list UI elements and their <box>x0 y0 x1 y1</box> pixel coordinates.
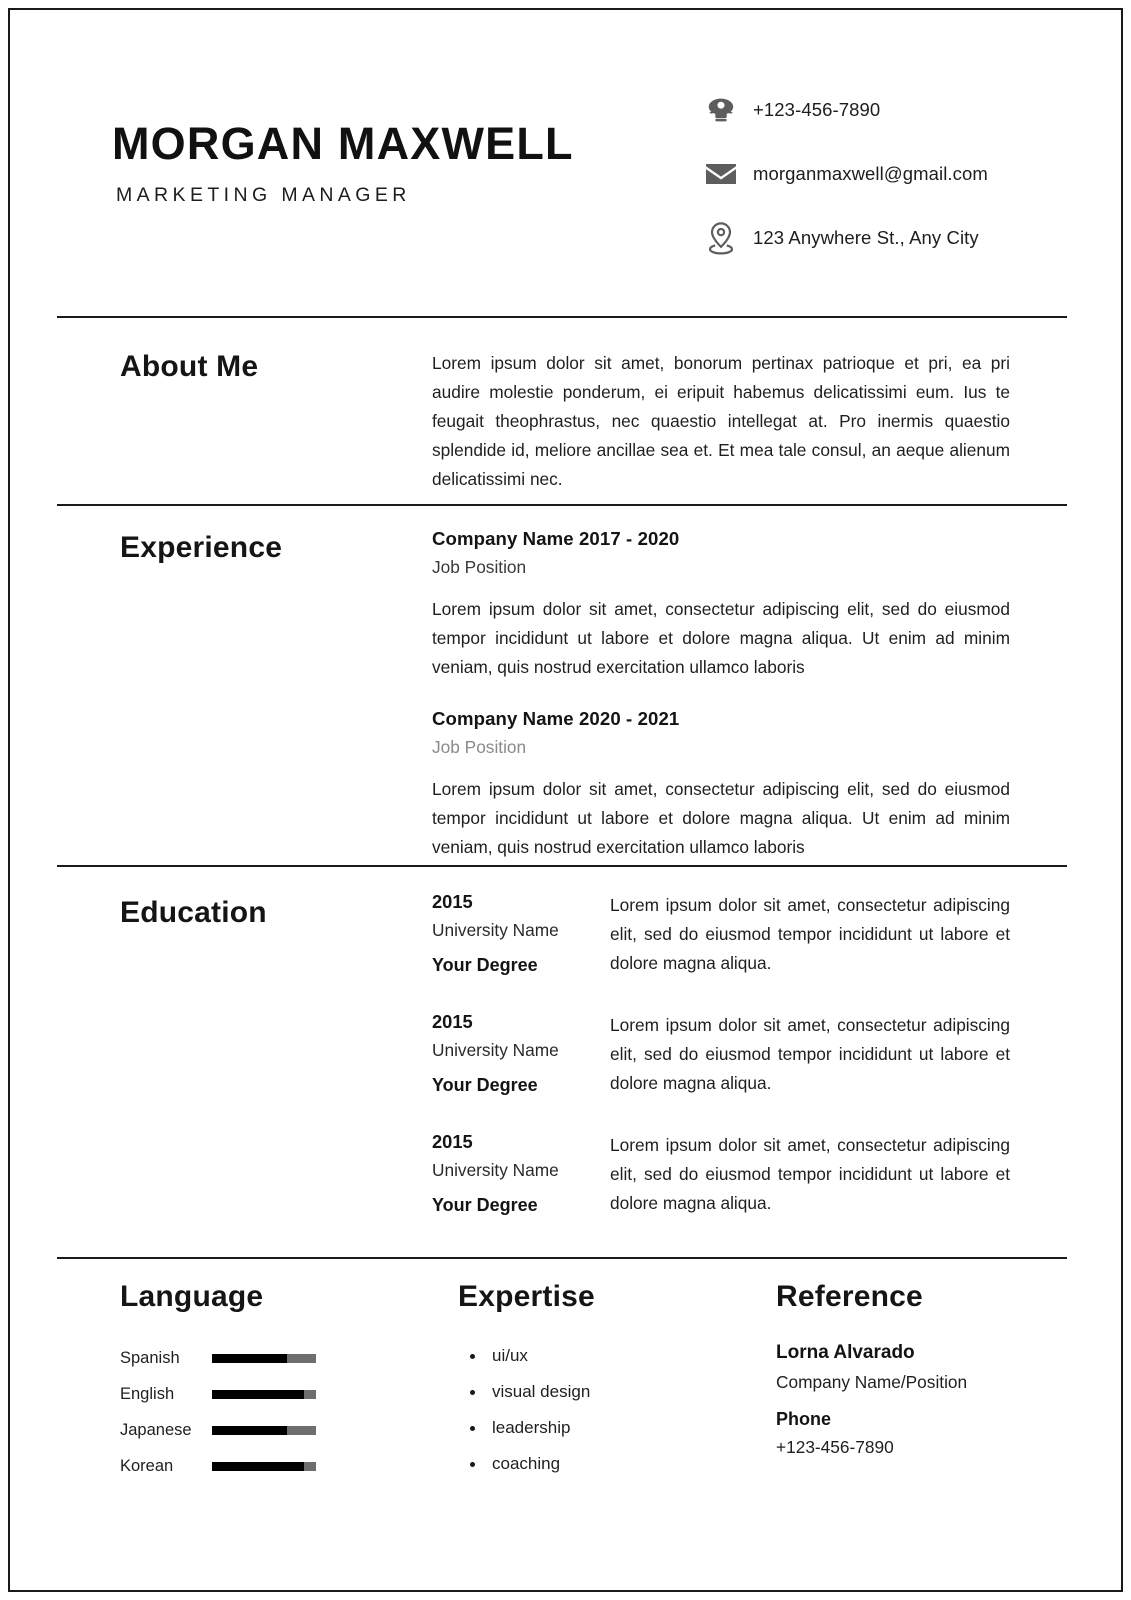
reference-block <box>776 1342 1076 1458</box>
resume-header <box>10 10 1121 300</box>
expertise-list <box>470 1338 750 1482</box>
education-year: 2015 <box>432 1011 473 1032</box>
contact-value-email[interactable]: morganmaxwell@gmail.com <box>753 163 988 184</box>
expertise-item <box>470 1446 750 1482</box>
divider-education <box>57 865 1067 867</box>
language-level-bar <box>212 1426 316 1435</box>
reference-name: Lorna Alvarado <box>776 1342 915 1363</box>
language-row <box>120 1340 410 1376</box>
divider-experience <box>57 504 1067 506</box>
experience-position: Job Position <box>432 737 527 757</box>
language-name: Korean <box>120 1456 174 1475</box>
language-row <box>120 1376 410 1412</box>
language-name: Japanese <box>120 1420 192 1439</box>
envelope-icon <box>700 157 742 191</box>
bullet-icon <box>470 1426 492 1431</box>
experience-list <box>432 528 1010 888</box>
language-row <box>120 1412 410 1448</box>
education-list <box>432 891 1010 1251</box>
language-level-bar <box>212 1462 316 1471</box>
section-heading-education: Education <box>120 896 267 929</box>
about-text: Lorem ipsum dolor sit amet, bonorum pertinax patrioque et pri, ea pri audire molestie ponderum, ei eripuit habemus delicatissimi eum. Ius te feugait theophrastus, nec quaestio intellegat at. Pro inermis quaestio splendide id, meliore ancillae sea et. Et mea tale consul, an aeque alienum delicatissimi nec. <box>432 353 1010 489</box>
experience-position: Job Position <box>432 557 527 577</box>
reference-phone[interactable]: +123-456-7890 <box>776 1437 894 1457</box>
contact-row-phone <box>700 78 1100 142</box>
education-degree: Your Degree <box>432 1195 538 1215</box>
education-degree: Your Degree <box>432 955 538 975</box>
education-item-meta <box>432 1131 610 1218</box>
job-title-subtitle: MARKETING MANAGER <box>116 184 411 206</box>
experience-description: Lorem ipsum dolor sit amet, consectetur adipiscing elit, sed do eiusmod tempor incididunt ut labore et dolore magna aliqua. Ut enim ad minim veniam, quis nostrud exercitation ullamco laboris <box>432 779 1010 857</box>
education-item-meta <box>432 1011 610 1098</box>
education-item-meta <box>432 891 610 978</box>
education-description: Lorem ipsum dolor sit amet, consectetur adipiscing elit, sed do eiusmod tempor incididunt ut labore et dolore magna aliqua. <box>610 1015 1010 1093</box>
education-year: 2015 <box>432 891 473 912</box>
resume-sheet <box>10 10 1121 1590</box>
expertise-item <box>470 1374 750 1410</box>
education-year: 2015 <box>432 1131 473 1152</box>
language-level-fill <box>212 1426 287 1435</box>
reference-phone-label: Phone <box>776 1409 832 1429</box>
section-heading-about: About Me <box>120 350 259 383</box>
expertise-label: coaching <box>492 1454 561 1473</box>
education-item <box>432 1011 1010 1098</box>
contact-list <box>700 78 1100 270</box>
location-pin-icon <box>700 221 742 255</box>
education-description: Lorem ipsum dolor sit amet, consectetur adipiscing elit, sed do eiusmod tempor incididunt ut labore et dolore magna aliqua. <box>610 895 1010 973</box>
language-level-bar <box>212 1354 316 1363</box>
language-level-fill <box>212 1390 304 1399</box>
education-item <box>432 891 1010 978</box>
section-heading-experience: Experience <box>120 531 283 564</box>
contact-row-email <box>700 142 1100 206</box>
contact-value-address[interactable]: 123 Anywhere St., Any City <box>753 227 979 248</box>
divider-bottom <box>57 1257 1067 1259</box>
expertise-label: leadership <box>492 1418 571 1437</box>
language-level-fill <box>212 1354 287 1363</box>
education-school: University Name <box>432 1040 559 1060</box>
section-heading-expertise: Expertise <box>458 1280 595 1313</box>
bullet-icon <box>470 1462 492 1467</box>
education-item <box>432 1131 1010 1218</box>
experience-item <box>432 528 1010 682</box>
page-title: MORGAN MAXWELL <box>112 118 574 169</box>
bullet-icon <box>470 1390 492 1395</box>
education-school: University Name <box>432 920 559 940</box>
expertise-label: visual design <box>492 1382 591 1401</box>
experience-description: Lorem ipsum dolor sit amet, consectetur adipiscing elit, sed do eiusmod tempor incididunt ut labore et dolore magna aliqua. Ut enim ad minim veniam, quis nostrud exercitation ullamco laboris <box>432 599 1010 677</box>
education-school: University Name <box>432 1160 559 1180</box>
language-list <box>120 1340 410 1484</box>
expertise-item <box>470 1410 750 1446</box>
experience-item <box>432 708 1010 862</box>
language-name: English <box>120 1384 175 1403</box>
education-description: Lorem ipsum dolor sit amet, consectetur adipiscing elit, sed do eiusmod tempor incididunt ut labore et dolore magna aliqua. <box>610 1135 1010 1213</box>
experience-company: Company Name 2020 - 2021 <box>432 708 680 729</box>
phone-icon <box>700 93 742 127</box>
expertise-label: ui/ux <box>492 1346 528 1365</box>
education-degree: Your Degree <box>432 1075 538 1095</box>
section-heading-reference: Reference <box>776 1280 923 1313</box>
bullet-icon <box>470 1354 492 1359</box>
contact-row-address <box>700 206 1100 270</box>
contact-value-phone[interactable]: +123-456-7890 <box>753 99 881 120</box>
experience-company: Company Name 2017 - 2020 <box>432 528 680 549</box>
expertise-item <box>470 1338 750 1374</box>
section-heading-language: Language <box>120 1280 264 1313</box>
language-level-bar <box>212 1390 316 1399</box>
language-name: Spanish <box>120 1348 180 1367</box>
resume-page <box>8 8 1123 1592</box>
language-level-fill <box>212 1462 304 1471</box>
divider-about <box>57 316 1067 318</box>
reference-company: Company Name/Position <box>776 1372 968 1392</box>
language-row <box>120 1448 410 1484</box>
